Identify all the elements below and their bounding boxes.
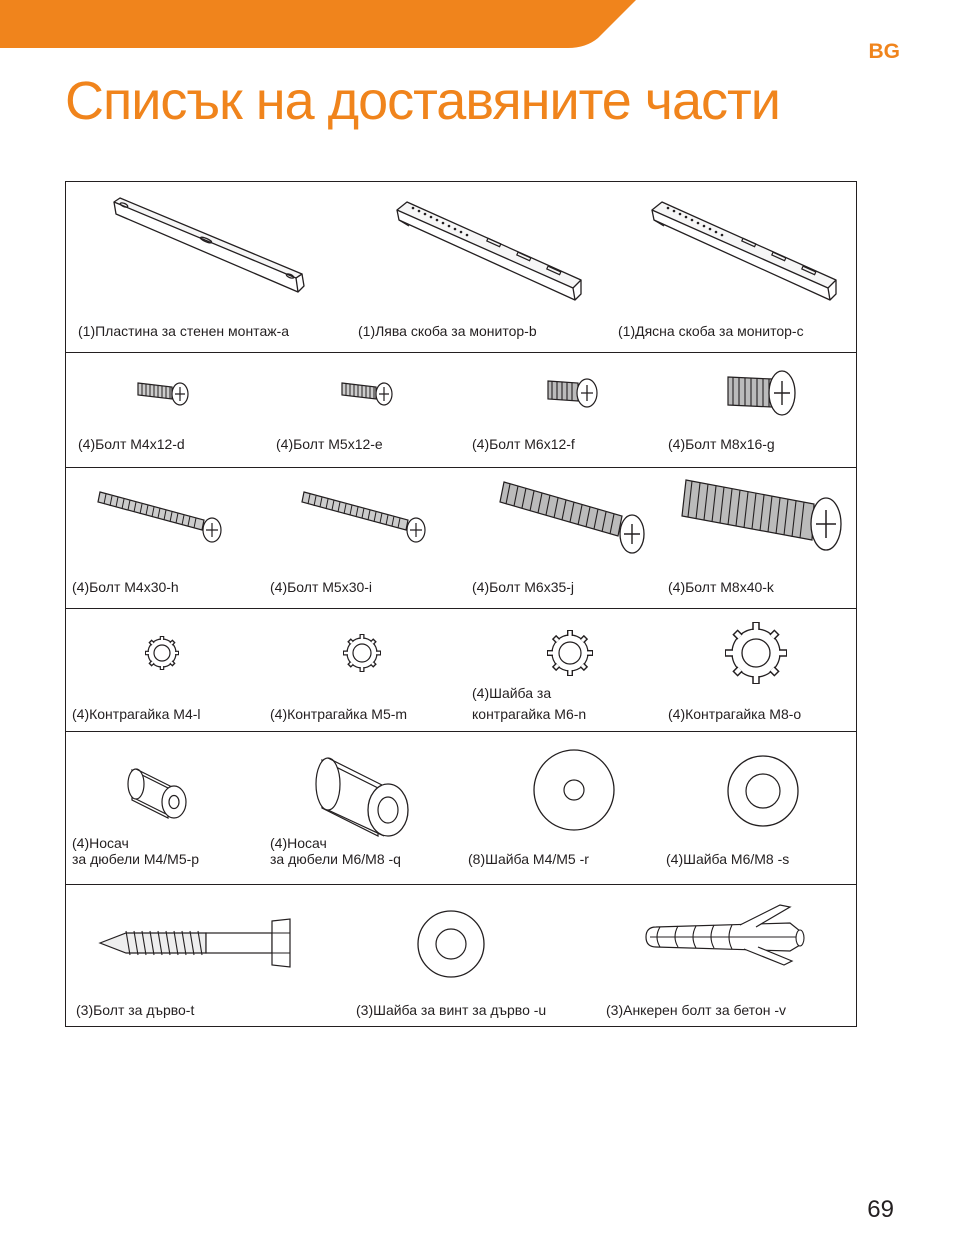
part-f xyxy=(462,353,660,467)
parts-row-6 xyxy=(66,885,856,1026)
part-p xyxy=(66,732,264,884)
part-m xyxy=(264,609,462,731)
part-j-label: (4)Болт M6x35-j xyxy=(472,579,575,595)
part-l xyxy=(66,609,264,731)
part-n-label-1: (4)Шайба за xyxy=(472,685,552,701)
spacer-m4m5-icon xyxy=(122,756,202,826)
part-i xyxy=(264,468,462,608)
part-e-label: (4)Болт M5x12-e xyxy=(276,436,383,452)
part-h-label: (4)Болт M4x30-h xyxy=(72,579,179,595)
part-e xyxy=(264,353,462,467)
lock-washer-m8-icon xyxy=(722,619,790,687)
part-n xyxy=(462,609,660,731)
bolt-m5x12-icon xyxy=(338,373,398,413)
part-b xyxy=(346,182,606,352)
bolt-m5x30-icon xyxy=(300,486,430,552)
left-monitor-bracket-icon xyxy=(391,196,591,306)
parts-row-3 xyxy=(66,468,856,609)
part-s xyxy=(660,732,858,884)
spacer-m6m8-icon xyxy=(310,742,420,842)
bolt-m8x16-icon xyxy=(724,363,804,423)
part-c-label: (1)Дясна скоба за монитор-c xyxy=(618,323,804,339)
part-n-label-2: контрагайка M6-n xyxy=(472,706,587,722)
part-r-label: (8)Шайба M4/M5 -r xyxy=(468,851,589,867)
part-j xyxy=(462,468,660,608)
part-m-label: (4)Контрагайка M5-m xyxy=(270,706,408,722)
part-p-label-1: (4)Носач xyxy=(72,835,129,851)
part-c xyxy=(606,182,858,352)
part-q-label-2: за дюбели M6/M8 -q xyxy=(270,851,401,867)
part-q-label-1: (4)Носач xyxy=(270,835,327,851)
washer-m6m8-icon xyxy=(726,754,800,828)
part-l-label: (4)Контрагайка M4-l xyxy=(72,706,201,722)
part-g-label: (4)Болт M8x16-g xyxy=(668,436,775,452)
bolt-m8x40-icon xyxy=(680,474,850,564)
part-r xyxy=(462,732,660,884)
lock-washer-m4-icon xyxy=(142,633,182,673)
header-banner xyxy=(0,0,954,50)
part-a xyxy=(66,182,346,352)
part-d-label: (4)Болт M4x12-d xyxy=(78,436,185,452)
part-a-label: (1)Пластина за стенен монтаж-a xyxy=(78,323,290,339)
parts-row-4 xyxy=(66,609,856,732)
part-i-label: (4)Болт M5x30-i xyxy=(270,579,373,595)
part-b-label: (1)Лява скоба за монитор-b xyxy=(358,323,537,339)
wall-plate-icon xyxy=(106,196,306,306)
part-v-label: (3)Анкерен болт за бетон -v xyxy=(606,1002,787,1018)
lock-washer-m6-icon xyxy=(544,627,596,679)
washer-m4m5-icon xyxy=(532,748,616,832)
bolt-m6x35-icon xyxy=(498,476,648,566)
part-o xyxy=(660,609,858,731)
part-p-label-2: за дюбели M4/M5-p xyxy=(72,851,200,867)
part-s-label: (4)Шайба M6/M8 -s xyxy=(666,851,790,867)
wood-screw-washer-icon xyxy=(416,909,486,979)
part-v xyxy=(606,885,858,1026)
part-k xyxy=(660,468,858,608)
language-badge: BG xyxy=(868,40,900,63)
page-number: 69 xyxy=(867,1196,894,1223)
part-t-label: (3)Болт за дърво-t xyxy=(76,1002,195,1018)
bolt-m6x12-icon xyxy=(544,371,604,415)
wood-lag-bolt-icon xyxy=(96,915,296,969)
part-u-label: (3)Шайба за винт за дърво -u xyxy=(356,1002,547,1018)
part-k-label: (4)Болт M8x40-k xyxy=(668,579,774,595)
bolt-m4x12-icon xyxy=(134,373,194,413)
parts-table xyxy=(65,181,857,1027)
parts-row-2 xyxy=(66,353,856,468)
page-title: Списък на доставяните части xyxy=(65,71,780,131)
part-d xyxy=(66,353,264,467)
bolt-m4x30-icon xyxy=(96,486,226,552)
part-t xyxy=(66,885,346,1026)
part-q xyxy=(264,732,462,884)
right-monitor-bracket-icon xyxy=(646,196,846,306)
part-g xyxy=(660,353,858,467)
part-o-label: (4)Контрагайка M8-o xyxy=(668,706,802,722)
lock-washer-m5-icon xyxy=(340,631,384,675)
part-h xyxy=(66,468,264,608)
concrete-anchor-icon xyxy=(640,901,820,971)
part-u xyxy=(346,885,606,1026)
parts-row-1 xyxy=(66,182,856,353)
parts-row-5 xyxy=(66,732,856,885)
part-f-label: (4)Болт M6x12-f xyxy=(472,436,575,452)
